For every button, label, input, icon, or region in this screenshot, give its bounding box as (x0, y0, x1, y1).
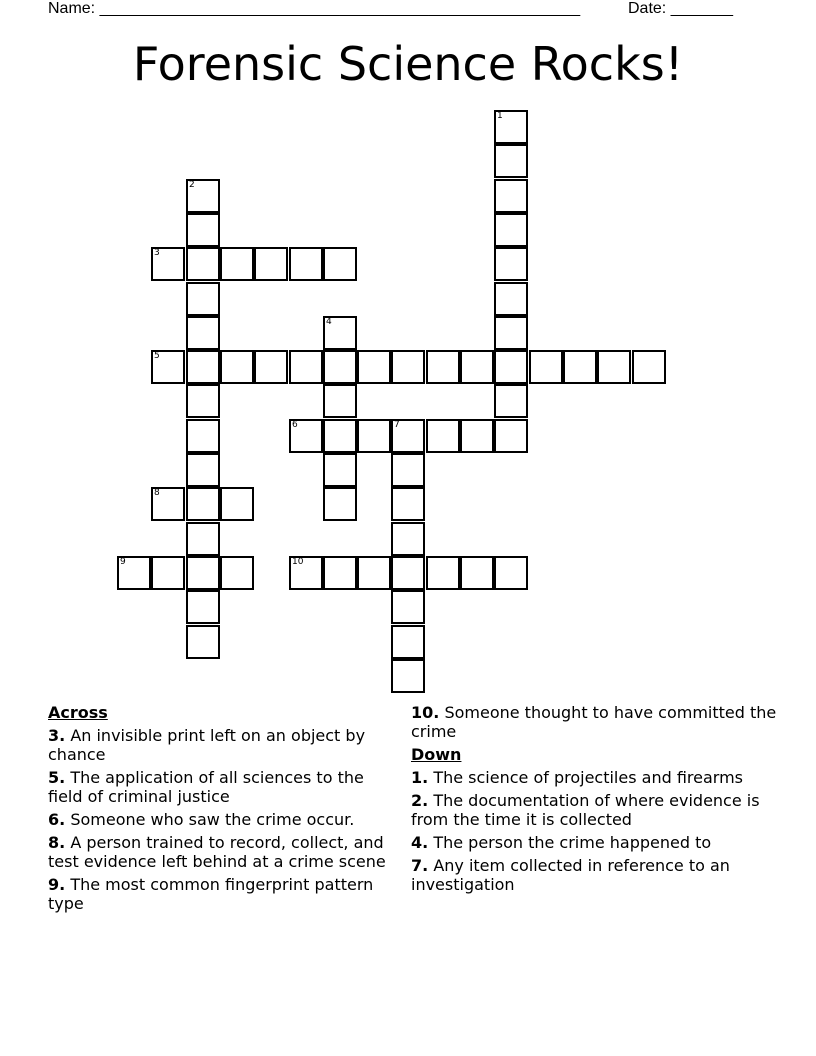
crossword-cell[interactable] (391, 453, 425, 487)
clue-number-label: 8 (154, 488, 160, 498)
crossword-cell[interactable] (186, 213, 220, 247)
crossword-cell[interactable] (220, 350, 254, 384)
crossword-cell[interactable] (254, 350, 288, 384)
crossword-cell[interactable] (357, 419, 391, 453)
crossword-cell[interactable] (391, 522, 425, 556)
crossword-cell[interactable] (186, 350, 220, 384)
crossword-cell[interactable] (186, 247, 220, 281)
clue-across-5 (48, 768, 393, 806)
clue-across-8 (48, 833, 393, 871)
crossword-cell[interactable] (357, 556, 391, 590)
crossword-cell[interactable] (529, 350, 563, 384)
clues-right-column (411, 703, 781, 898)
crossword-cell[interactable] (391, 625, 425, 659)
clue-down-7 (411, 856, 781, 894)
crossword-cell[interactable] (494, 179, 528, 213)
crossword-cell[interactable] (391, 659, 425, 693)
crossword-cell[interactable] (391, 350, 425, 384)
crossword-cell[interactable] (186, 487, 220, 521)
crossword-cell[interactable] (186, 522, 220, 556)
clue-number-label: 9 (120, 557, 126, 567)
clue-across-10 (411, 703, 781, 741)
crossword-cell[interactable] (323, 487, 357, 521)
crossword-cell[interactable] (151, 487, 185, 521)
clue-down-2 (411, 791, 781, 829)
crossword-cell[interactable] (357, 350, 391, 384)
crossword-cell[interactable] (494, 213, 528, 247)
crossword-cell[interactable] (186, 282, 220, 316)
clue-number: 5. (48, 768, 66, 787)
crossword-cell[interactable] (186, 453, 220, 487)
clue-number-label: 2 (189, 180, 195, 190)
clue-number: 3. (48, 726, 66, 745)
crossword-cell[interactable] (289, 419, 323, 453)
crossword-cell[interactable] (220, 247, 254, 281)
clue-text: Any item collected in reference to an investigation (411, 856, 730, 894)
clue-text: The most common fingerprint pattern type (48, 875, 374, 913)
clue-text: The science of projectiles and firearms (433, 768, 743, 787)
crossword-cell[interactable] (220, 556, 254, 590)
crossword-cell[interactable] (186, 625, 220, 659)
clue-number: 7. (411, 856, 429, 875)
clue-number-label: 6 (292, 420, 298, 430)
crossword-cell[interactable] (494, 556, 528, 590)
crossword-cell[interactable] (460, 556, 494, 590)
crossword-cell[interactable] (186, 316, 220, 350)
crossword-cell[interactable] (426, 556, 460, 590)
crossword-cell[interactable] (220, 487, 254, 521)
crossword-cell[interactable] (323, 350, 357, 384)
clue-text: Someone who saw the crime occur. (70, 810, 355, 829)
crossword-cell[interactable] (186, 419, 220, 453)
page-title: Forensic Science Rocks! (132, 37, 684, 91)
crossword-cell[interactable] (186, 556, 220, 590)
crossword-cell[interactable] (426, 419, 460, 453)
clue-number-label: 7 (394, 420, 400, 430)
crossword-cell[interactable] (391, 487, 425, 521)
crossword-cell[interactable] (289, 247, 323, 281)
clue-number-label: 5 (154, 351, 160, 361)
crossword-cell[interactable] (494, 282, 528, 316)
crossword-cell[interactable] (289, 350, 323, 384)
clue-number: 2. (411, 791, 429, 810)
crossword-cell[interactable] (254, 247, 288, 281)
clue-number: 4. (411, 833, 429, 852)
crossword-cell[interactable] (494, 384, 528, 418)
clue-text: A person trained to record, collect, and test evidence left behind at a crime scene (48, 833, 386, 871)
crossword-cell[interactable] (494, 350, 528, 384)
crossword-cell[interactable] (323, 247, 357, 281)
crossword-cell[interactable] (460, 419, 494, 453)
crossword-cell[interactable] (391, 590, 425, 624)
clue-across-6 (48, 810, 393, 829)
crossword-cell[interactable] (323, 419, 357, 453)
clue-across-9 (48, 875, 393, 913)
clue-number-label: 10 (292, 557, 304, 567)
crossword-cell[interactable] (186, 590, 220, 624)
date-field[interactable]: Date: _______ (628, 0, 733, 17)
clue-number: 9. (48, 875, 66, 894)
clue-number: 10. (411, 703, 440, 722)
crossword-cell[interactable] (323, 453, 357, 487)
clues-left-column (48, 703, 393, 917)
clue-down-1 (411, 768, 781, 787)
clue-down-4 (411, 833, 781, 852)
crossword-cell[interactable] (151, 350, 185, 384)
crossword-cell[interactable] (494, 110, 528, 144)
crossword-cell[interactable] (323, 384, 357, 418)
crossword-cell[interactable] (494, 316, 528, 350)
crossword-cell[interactable] (426, 350, 460, 384)
clue-text: The documentation of where evidence is from the time it is collected (411, 791, 760, 829)
crossword-cell[interactable] (117, 556, 151, 590)
clue-number-label: 3 (154, 248, 160, 258)
clue-number: 6. (48, 810, 66, 829)
clue-text: The application of all sciences to the field of criminal justice (48, 768, 364, 806)
clue-number: 1. (411, 768, 429, 787)
clue-text: An invisible print left on an object by chance (48, 726, 366, 764)
clue-text: Someone thought to have committed the crime (411, 703, 777, 741)
crossword-cell[interactable] (632, 350, 666, 384)
crossword-cell[interactable] (289, 556, 323, 590)
crossword-cell[interactable] (494, 419, 528, 453)
clue-number-label: 4 (326, 317, 332, 327)
crossword-cell[interactable] (563, 350, 597, 384)
down-heading: Down (411, 745, 462, 764)
crossword-cell[interactable] (323, 556, 357, 590)
crossword-cell[interactable] (391, 556, 425, 590)
across-heading: Across (48, 703, 108, 722)
crossword-cell[interactable] (494, 247, 528, 281)
crossword-cell[interactable] (391, 419, 425, 453)
crossword-cell[interactable] (186, 179, 220, 213)
clue-number: 8. (48, 833, 66, 852)
crossword-cell[interactable] (597, 350, 631, 384)
clue-across-3 (48, 726, 393, 764)
clue-number-label: 1 (497, 111, 503, 121)
crossword-cell[interactable] (494, 144, 528, 178)
name-field[interactable]: Name: ______________________________________________________ (48, 0, 581, 17)
crossword-cell[interactable] (186, 384, 220, 418)
crossword-cell[interactable] (151, 556, 185, 590)
crossword-cell[interactable] (460, 350, 494, 384)
crossword-cell[interactable] (323, 316, 357, 350)
crossword-cell[interactable] (151, 247, 185, 281)
clue-text: The person the crime happened to (433, 833, 712, 852)
